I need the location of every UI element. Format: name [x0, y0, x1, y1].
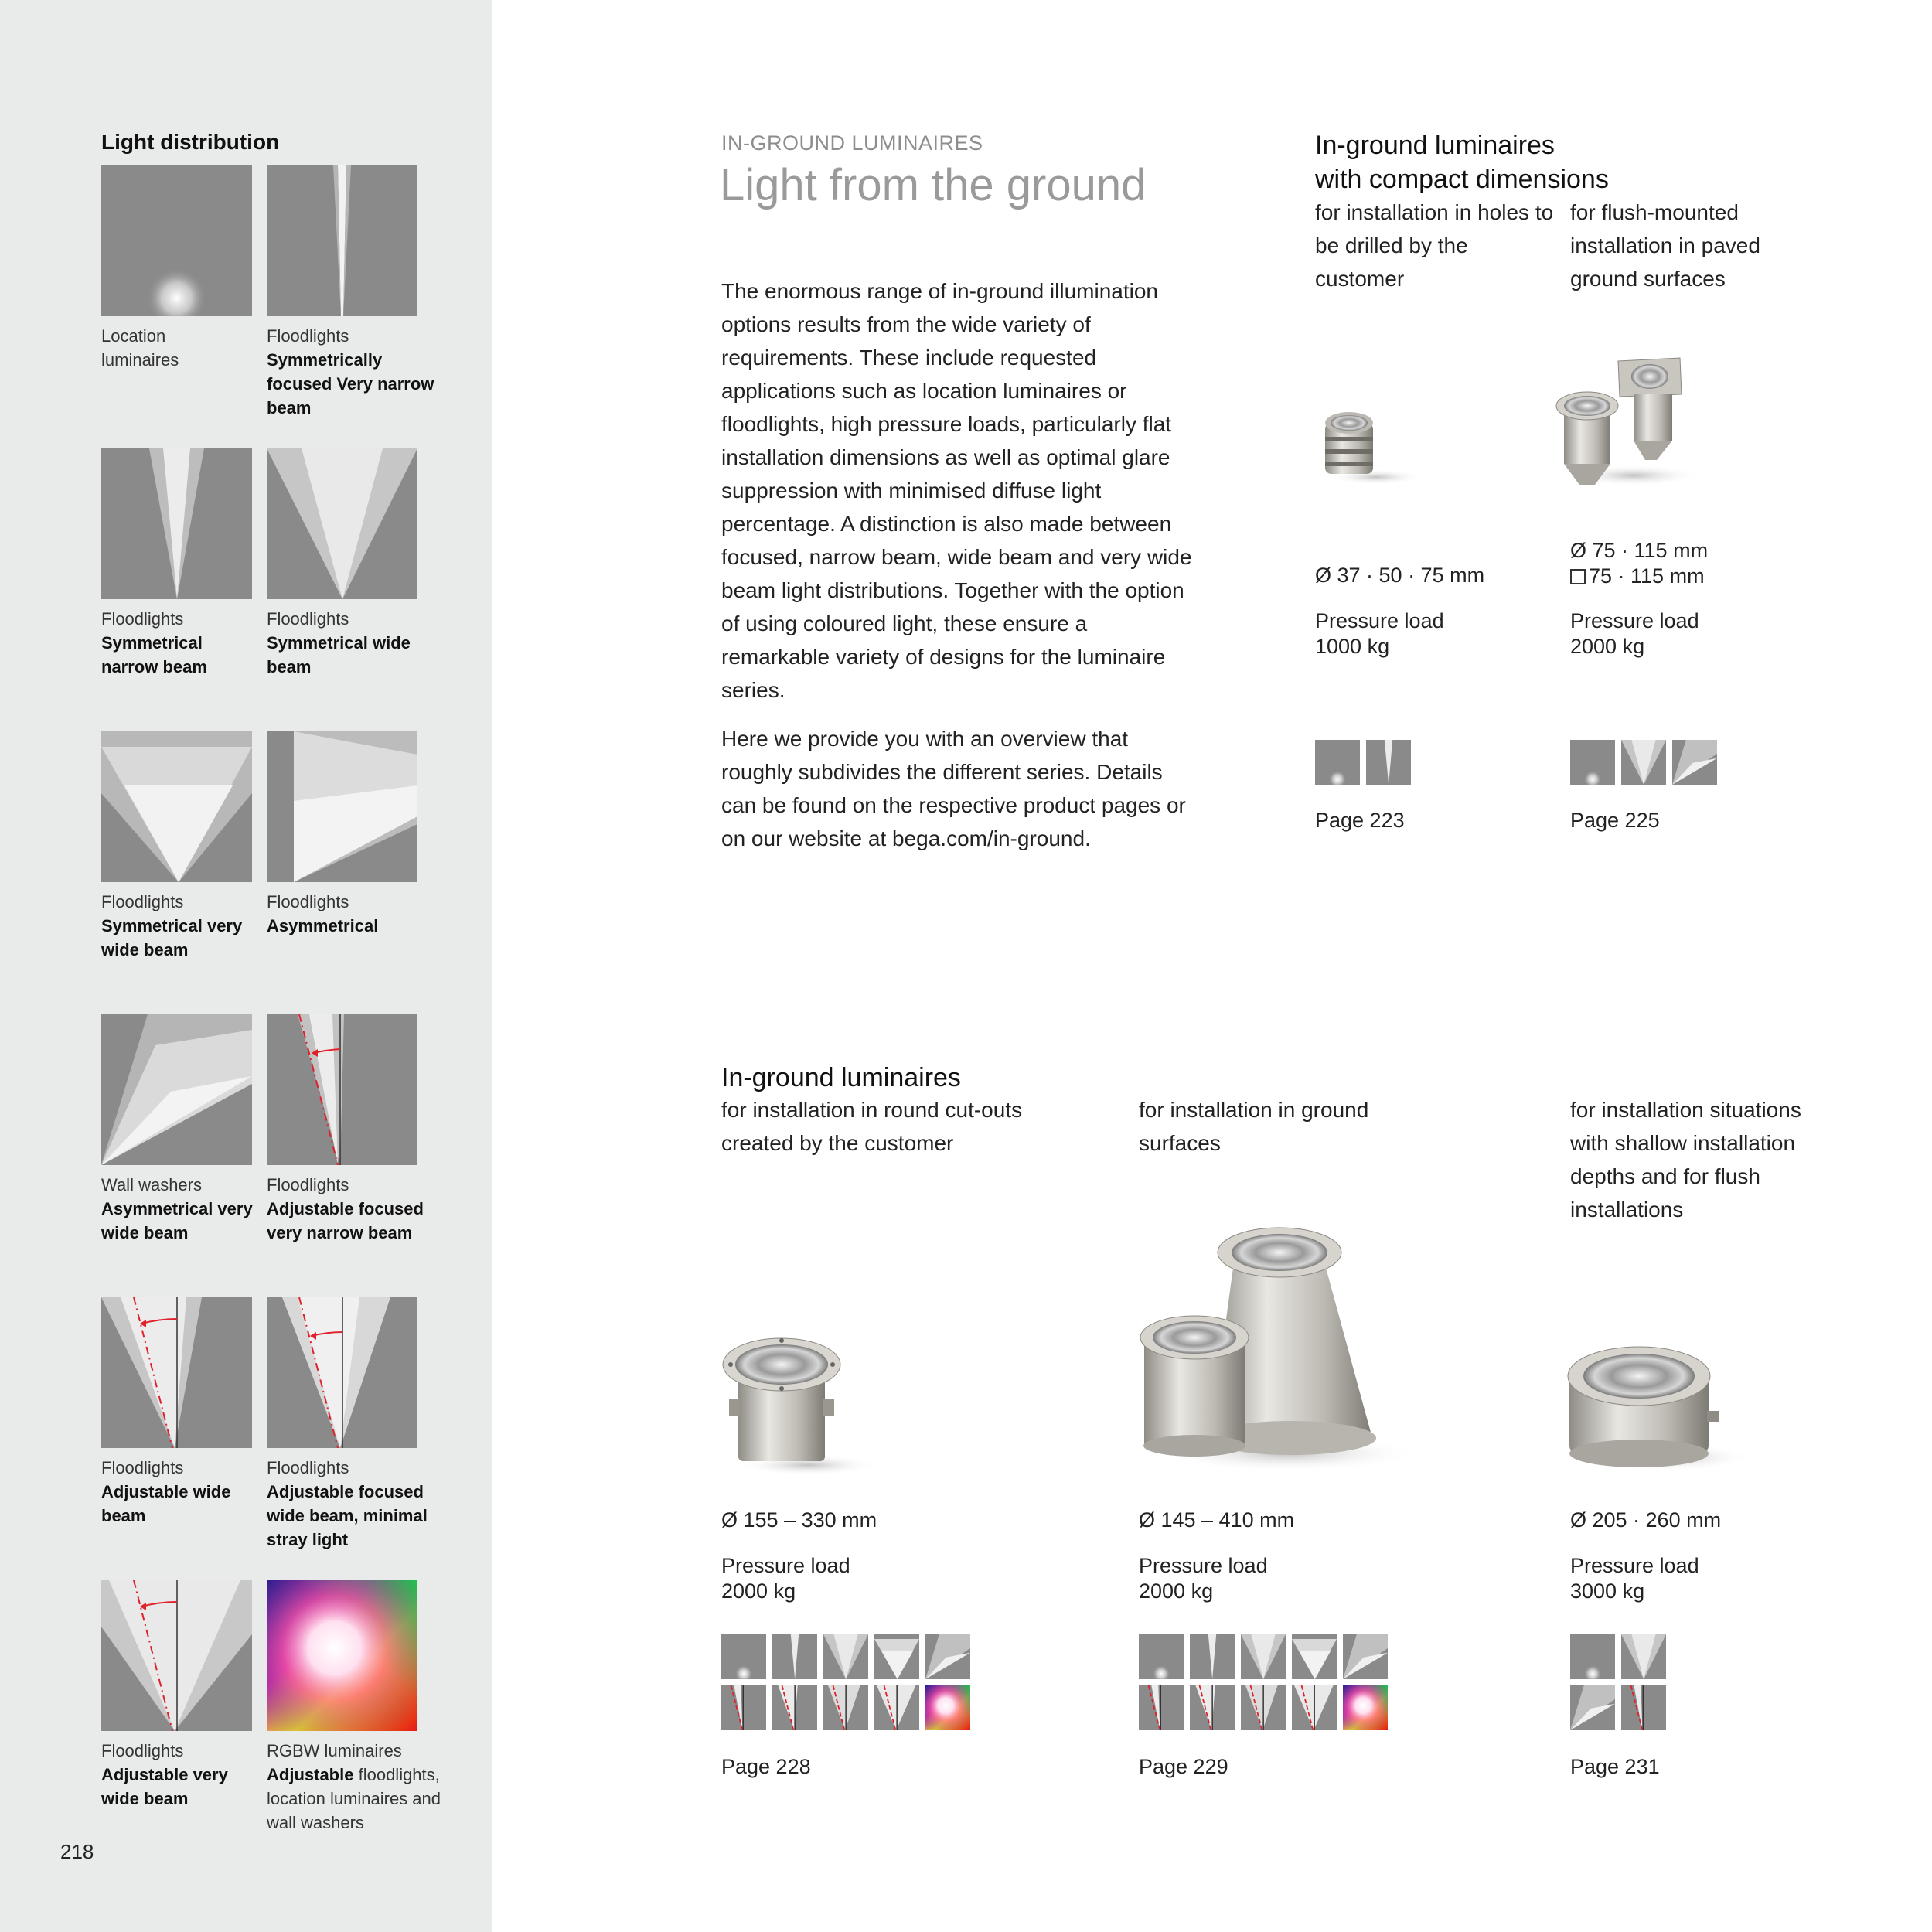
mini-adjustable-narrow-icon	[721, 1685, 766, 1730]
inground-col1-pressure	[721, 1553, 850, 1604]
pressure-value: 2000 kg	[1139, 1579, 1214, 1603]
ld-caption-line: Floodlights	[101, 609, 184, 629]
mini-very-narrow-icon	[772, 1634, 817, 1679]
light-adjustable-focused-wide-icon	[267, 1297, 417, 1448]
ld-location-luminaires	[101, 165, 256, 372]
mini-rgbw-icon	[1343, 1685, 1388, 1730]
ld-very-wide	[101, 731, 256, 962]
mini-adjustable-very-wide-icon	[1292, 1685, 1337, 1730]
ld-adj-wide	[101, 1297, 256, 1528]
ld-caption-bold: Symmetrically focused Very narrow beam	[267, 350, 434, 417]
inground-ground-surface-luminaire-image	[1133, 1222, 1442, 1484]
inground-col2-desc: for installation in ground surfaces	[1139, 1098, 1369, 1155]
inground-col1-desc: for installation in round cut-outs created by the customer	[721, 1098, 1023, 1155]
mini-wide-icon	[823, 1634, 868, 1679]
mini-location-icon	[721, 1634, 766, 1679]
section-kicker: IN-GROUND LUMINAIRES	[721, 131, 983, 155]
pressure-value: 3000 kg	[1570, 1579, 1645, 1603]
light-wall-washer-icon	[101, 1014, 252, 1165]
compact-col1-pressure	[1315, 608, 1444, 659]
light-adjustable-wide-icon	[101, 1297, 252, 1448]
inground-col2-pressure	[1139, 1553, 1268, 1604]
ld-caption-line: Floodlights	[101, 892, 184, 911]
inground-col3-distributions	[1570, 1634, 1666, 1730]
ld-caption-line: Wall washers	[101, 1175, 202, 1194]
mini-wide-icon	[1241, 1634, 1286, 1679]
mini-asymmetrical-icon	[925, 1634, 970, 1679]
inground-col2-dims: Ø 145 – 410 mm	[1139, 1508, 1295, 1532]
light-asymmetrical-icon	[267, 731, 417, 882]
mini-location-icon	[1139, 1634, 1184, 1679]
pressure-label: Pressure load	[1139, 1554, 1268, 1577]
ld-very-narrow	[267, 165, 434, 420]
light-location-icon	[101, 165, 252, 316]
pressure-label: Pressure load	[1570, 1554, 1699, 1577]
square-symbol-icon	[1570, 569, 1586, 584]
mini-wide-icon	[1621, 740, 1666, 785]
ld-rgbw	[267, 1580, 441, 1835]
pressure-value: 2000 kg	[1570, 635, 1645, 658]
light-adjustable-narrow-icon	[267, 1014, 417, 1165]
ld-wall-washer	[101, 1014, 256, 1245]
ld-caption-line: Floodlights	[101, 1741, 184, 1760]
ld-caption-bold: Adjustable very wide beam	[101, 1765, 228, 1808]
light-very-narrow-icon	[267, 165, 417, 316]
mini-adjustable-wide-icon	[1190, 1685, 1235, 1730]
ld-caption-line: RGBW luminaires	[267, 1741, 402, 1760]
pressure-value: 1000 kg	[1315, 635, 1390, 658]
mini-adjustable-narrow-icon	[1621, 1685, 1666, 1730]
inground-col2-distributions	[1139, 1634, 1388, 1730]
ld-caption-bold: Symmetrical very wide beam	[101, 916, 243, 959]
intro-text	[721, 274, 1201, 871]
light-rgbw-icon	[267, 1580, 417, 1731]
inground-section-title: In-ground luminaires	[721, 1063, 961, 1092]
light-narrow-icon	[101, 448, 252, 599]
ld-caption-bold: Symmetrical narrow beam	[101, 633, 207, 676]
dims-square: 75 · 115 mm	[1589, 564, 1705, 588]
page-title: Light from the ground	[720, 160, 1147, 210]
page-number: 218	[60, 1840, 94, 1863]
inground-col3-desc: for installation situations with shallow installation depths and for flush installations	[1570, 1098, 1801, 1222]
mini-asymmetrical-icon	[1570, 1685, 1615, 1730]
ld-caption-bold: Adjustable focused very narrow beam	[267, 1199, 424, 1242]
ld-narrow	[101, 448, 256, 679]
compact-section-title	[1315, 128, 1609, 196]
intro-paragraph: Here we provide you with an overview that roughly subdivides the different series. Details can be found on the respective product pages or on our website at bega.com/in-ground.	[721, 727, 1186, 850]
inground-round-cutout-luminaire-image	[715, 1322, 885, 1484]
mini-adjustable-wide-icon	[772, 1685, 817, 1730]
compact-title-line: with compact dimensions	[1315, 165, 1609, 194]
compact-col1-page-link[interactable]: Page 223	[1315, 809, 1405, 832]
mini-wide-icon	[1621, 1634, 1666, 1679]
light-wide-icon	[267, 448, 417, 599]
pressure-value: 2000 kg	[721, 1579, 796, 1603]
ld-caption-line: luminaires	[101, 350, 179, 370]
inground-shallow-luminaire-image	[1562, 1334, 1755, 1481]
ld-caption-bold: Adjustable focused wide beam, minimal stray light	[267, 1482, 428, 1549]
pressure-label: Pressure load	[1315, 609, 1444, 632]
ld-caption-line: Floodlights	[101, 1458, 184, 1477]
ld-adj-focused-wide	[267, 1297, 428, 1552]
inground-col1-distributions	[721, 1634, 970, 1730]
ld-caption-line: floodlights, location luminaires and wall washers	[267, 1765, 441, 1832]
sidebar-title: Light distribution	[101, 130, 280, 154]
ld-caption-line: Floodlights	[267, 892, 349, 911]
compact-col2-page-link[interactable]: Page 225	[1570, 809, 1660, 832]
mini-asymmetrical-icon	[1343, 1634, 1388, 1679]
intro-paragraph: The enormous range of in-ground illumination options results from the wide variety of requirements. These include requested applications such as location luminaires or floodlights, high pressure loads, particularly flat installation dimensions as well as optimal glare suppression with minimised diffuse light percentage. A distinction is also made between focused, narrow beam, wide beam and very wide beam light distributions. Together with the option of using coloured light, these ensure a remarkable variety of designs for the luminaire series.	[721, 279, 1192, 702]
compact-col1-desc: for installation in holes to be drilled by the customer	[1315, 200, 1554, 291]
inground-col3-page-link[interactable]: Page 231	[1570, 1755, 1660, 1778]
mini-very-narrow-icon	[1366, 740, 1411, 785]
compact-col2-dims	[1570, 538, 1708, 589]
mini-adjustable-narrow-icon	[1139, 1685, 1184, 1730]
dims-round: Ø 75 · 115 mm	[1570, 539, 1709, 562]
sidebar-panel	[0, 0, 492, 1932]
compact-col2-pressure	[1570, 608, 1699, 659]
pressure-label: Pressure load	[1570, 609, 1699, 632]
ld-caption-line: Floodlights	[267, 1175, 349, 1194]
compact-small-luminaire-image	[1314, 406, 1430, 491]
inground-col1-page-link[interactable]: Page 228	[721, 1755, 811, 1778]
mini-location-icon	[1315, 740, 1360, 785]
ld-wide	[267, 448, 421, 679]
mini-location-icon	[1570, 1634, 1615, 1679]
inground-col3-pressure	[1570, 1553, 1699, 1604]
mini-very-wide-icon	[1292, 1634, 1337, 1679]
inground-col2-page-link[interactable]: Page 229	[1139, 1755, 1228, 1778]
ld-caption-line: Floodlights	[267, 609, 349, 629]
compact-col1-distributions	[1315, 740, 1411, 785]
pressure-label: Pressure load	[721, 1554, 850, 1577]
ld-asymmetrical	[267, 731, 421, 938]
ld-adj-very-narrow	[267, 1014, 424, 1245]
ld-caption-bold: Asymmetrical	[267, 916, 379, 935]
ld-caption-bold: Adjustable wide beam	[101, 1482, 231, 1525]
ld-adj-very-wide	[101, 1580, 256, 1811]
ld-caption-line: Location	[101, 326, 166, 346]
light-adjustable-very-wide-icon	[101, 1580, 252, 1731]
compact-flush-luminaire-image	[1549, 352, 1703, 499]
mini-adjustable-focused-wide-icon	[1241, 1685, 1286, 1730]
mini-rgbw-icon	[925, 1685, 970, 1730]
light-very-wide-icon	[101, 731, 252, 882]
ld-caption-bold: Symmetrical wide beam	[267, 633, 411, 676]
ld-caption-bold: Adjustable	[267, 1765, 354, 1784]
ld-caption-line: Floodlights	[267, 326, 349, 346]
inground-col1-dims: Ø 155 – 330 mm	[721, 1508, 877, 1532]
ld-caption-line: Floodlights	[267, 1458, 349, 1477]
mini-very-wide-icon	[874, 1634, 919, 1679]
ld-caption-bold: Asymmetrical very wide beam	[101, 1199, 253, 1242]
compact-col1-dims: Ø 37 · 50 · 75 mm	[1315, 564, 1485, 587]
mini-adjustable-very-wide-icon	[874, 1685, 919, 1730]
compact-col2-distributions	[1570, 740, 1717, 785]
compact-title-line: In-ground luminaires	[1315, 131, 1555, 160]
compact-col2-desc: for flush-mounted installation in paved ground surfaces	[1570, 200, 1760, 291]
mini-adjustable-focused-wide-icon	[823, 1685, 868, 1730]
inground-col3-dims: Ø 205 · 260 mm	[1570, 1508, 1722, 1532]
mini-very-narrow-icon	[1190, 1634, 1235, 1679]
mini-location-icon	[1570, 740, 1615, 785]
mini-asymmetrical-icon	[1672, 740, 1717, 785]
